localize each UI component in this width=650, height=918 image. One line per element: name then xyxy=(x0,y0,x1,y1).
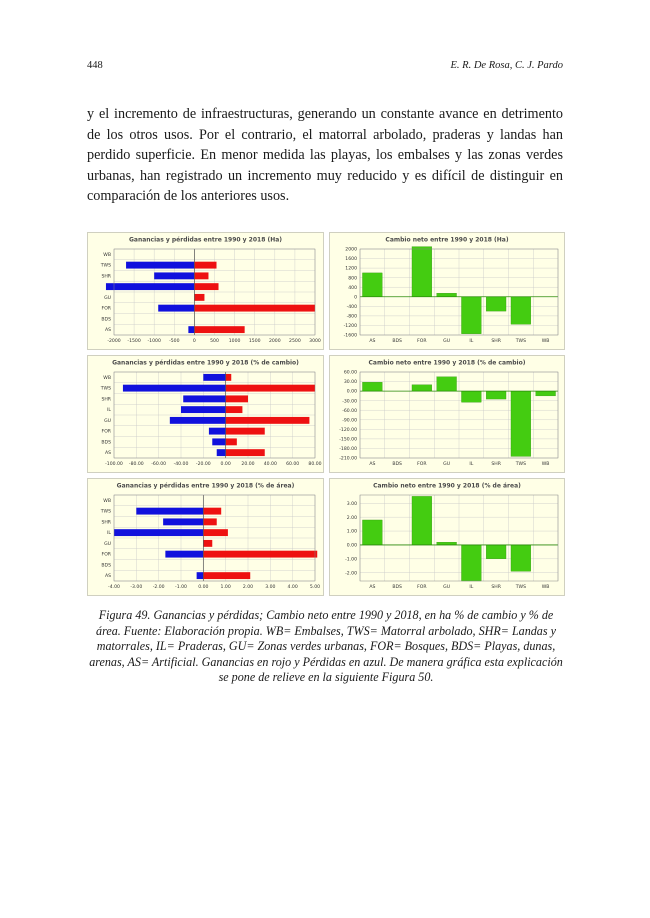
y-tick-label: -180.00 xyxy=(339,447,357,453)
y-tick-label: 3.00 xyxy=(346,501,357,507)
category-label: WB xyxy=(103,375,111,381)
bar-gain xyxy=(226,417,310,424)
category-label: TWS xyxy=(515,585,527,590)
y-tick-label: 0.00 xyxy=(346,543,357,549)
bar-gain xyxy=(203,508,221,515)
bar-loss xyxy=(212,438,225,445)
bar-gain xyxy=(203,529,228,536)
category-label: AS xyxy=(369,339,376,344)
y-tick-label: -150.00 xyxy=(339,437,357,443)
category-label: IL xyxy=(469,462,474,467)
chart-svg xyxy=(330,233,564,349)
bar-loss xyxy=(114,529,203,536)
category-label: AS xyxy=(104,574,111,580)
y-tick-label: -400 xyxy=(346,304,357,310)
category-label: AS xyxy=(369,585,376,590)
category-label: BDS xyxy=(392,339,402,344)
x-tick-label: 2000 xyxy=(268,339,281,344)
y-tick-label: 2000 xyxy=(345,247,357,253)
y-tick-label: 400 xyxy=(348,285,357,291)
category-label: SHR xyxy=(101,520,111,526)
x-tick-label: 3.00 xyxy=(265,585,276,590)
category-label: BDS xyxy=(392,462,402,467)
chart-gains-losses-percent-change xyxy=(87,355,324,473)
bar-loss xyxy=(158,305,194,312)
bar-loss xyxy=(217,449,226,456)
bar-net-change xyxy=(461,545,481,581)
x-tick-label: -60.00 xyxy=(151,462,167,467)
x-tick-label: 1000 xyxy=(228,339,241,344)
category-label: BDS xyxy=(101,317,111,323)
category-label: SHR xyxy=(491,462,501,467)
chart-svg xyxy=(88,479,323,595)
category-label: WB xyxy=(541,462,550,467)
y-tick-label: -1200 xyxy=(343,324,357,330)
category-label: WB xyxy=(103,498,111,504)
category-label: TWS xyxy=(515,339,527,344)
category-label: TWS xyxy=(515,462,527,467)
x-tick-label: 500 xyxy=(210,339,219,344)
bar-net-change xyxy=(362,382,382,391)
x-tick-label: -3.00 xyxy=(130,585,143,590)
x-tick-label: -1.00 xyxy=(175,585,187,590)
category-label: BDS xyxy=(392,585,402,590)
chart-svg xyxy=(330,356,564,472)
chart-gains-losses-percent-area xyxy=(87,478,324,596)
x-tick-label: -2.00 xyxy=(152,585,165,590)
category-label: TWS xyxy=(100,509,111,515)
bar-gain xyxy=(194,272,208,279)
y-tick-label: 1600 xyxy=(345,257,357,263)
bar-net-change xyxy=(461,297,481,334)
bar-gain xyxy=(226,438,237,445)
x-tick-label: -4.00 xyxy=(108,585,120,590)
bar-loss xyxy=(136,508,203,515)
figure-caption: Figura 49. Ganancias y pérdidas; Cambio neto entre 1990 y 2018, en ha % de cambio y % de área. Fuente: Elaboración propia. WB= Embalses, TWS= Matorral arbolado, SHR= Landas y matorrales, IL= Praderas, GU= Zonas verdes urbanas, FOR= Bosques, BDS= Playas, dunas, arenas, AS= Artificial. Ganancias en rojo y Pérdidas en azul. De manera gráfica esta explicación se pone de relieve en la siguiente Figura 50. xyxy=(89,608,563,685)
x-tick-label: 40.00 xyxy=(263,462,277,467)
category-label: BDS xyxy=(101,563,111,569)
y-tick-label: 800 xyxy=(348,276,357,282)
category-label: GU xyxy=(104,295,111,301)
x-tick-label: 0 xyxy=(192,339,196,344)
y-tick-label: 1200 xyxy=(345,266,357,272)
category-label: AS xyxy=(104,451,111,457)
chart-title: Ganancias y pérdidas entre 1990 y 2018 (Ha) xyxy=(128,236,283,244)
x-tick-label: -1000 xyxy=(147,339,161,344)
x-tick-label: -80.00 xyxy=(128,462,144,467)
bar-gain xyxy=(226,385,315,392)
bar-net-change xyxy=(437,293,457,297)
x-tick-label: 5.00 xyxy=(309,585,321,590)
bar-gain xyxy=(226,395,248,402)
x-tick-label: -1500 xyxy=(127,339,141,344)
bar-loss xyxy=(123,385,226,392)
chart-title: Ganancias y pérdidas entre 1990 y 2018 (% de área) xyxy=(116,482,295,490)
bar-loss xyxy=(126,262,194,269)
x-tick-label: 80.00 xyxy=(308,462,322,467)
y-tick-label: 1.00 xyxy=(346,529,357,535)
category-label: BDS xyxy=(101,440,111,446)
bar-gain xyxy=(203,551,317,558)
category-label: TWS xyxy=(100,263,111,269)
category-label: FOR xyxy=(101,306,111,312)
x-tick-label: 60.00 xyxy=(286,462,300,467)
y-tick-label: 2.00 xyxy=(346,515,357,521)
figure-49 xyxy=(87,232,565,596)
category-label: SHR xyxy=(101,397,111,403)
category-label: AS xyxy=(369,462,376,467)
running-head-authors: E. R. De Rosa, C. J. Pardo xyxy=(450,60,563,71)
y-tick-label: -210.00 xyxy=(339,456,357,462)
x-tick-label: -100.00 xyxy=(105,462,123,467)
x-tick-label: 1.00 xyxy=(220,585,231,590)
y-tick-label: -800 xyxy=(346,314,357,320)
y-tick-label: -120.00 xyxy=(339,427,357,433)
bar-net-change xyxy=(437,542,457,545)
category-label: AS xyxy=(104,328,111,334)
y-tick-label: 0.00 xyxy=(346,389,357,395)
category-label: WB xyxy=(103,252,111,258)
category-label: IL xyxy=(469,339,474,344)
bar-loss xyxy=(197,572,204,579)
y-tick-label: -2.00 xyxy=(345,571,357,577)
category-label: FOR xyxy=(101,552,111,558)
category-label: GU xyxy=(104,418,111,424)
x-tick-label: 3000 xyxy=(309,339,321,344)
y-tick-label: -30.00 xyxy=(342,399,357,405)
bar-net-change xyxy=(412,247,432,297)
category-label: FOR xyxy=(417,339,427,344)
x-tick-label: 20.00 xyxy=(241,462,255,467)
chart-net-change-percent-area xyxy=(329,478,565,596)
bar-gain xyxy=(226,428,265,435)
bar-net-change xyxy=(511,391,531,456)
x-tick-label: 2500 xyxy=(289,339,301,344)
bar-net-change xyxy=(412,496,432,545)
category-label: GU xyxy=(443,339,451,344)
bar-loss xyxy=(163,518,203,525)
y-tick-label: -90.00 xyxy=(342,418,357,424)
category-label: SHR xyxy=(491,339,501,344)
chart-net-change-percent-change xyxy=(329,355,565,473)
bar-gain xyxy=(194,283,218,290)
page-number: 448 xyxy=(87,60,103,71)
category-label: GU xyxy=(104,541,111,547)
bar-loss xyxy=(181,406,226,413)
chart-svg xyxy=(88,356,323,472)
x-tick-label: 0.00 xyxy=(198,585,209,590)
chart-svg xyxy=(330,479,564,595)
category-label: IL xyxy=(469,585,474,590)
bar-loss xyxy=(106,283,194,290)
bar-gain xyxy=(194,305,315,312)
y-tick-label: 0 xyxy=(354,295,357,301)
category-label: GU xyxy=(443,462,451,467)
bar-loss xyxy=(209,428,226,435)
bar-net-change xyxy=(362,273,382,297)
category-label: SHR xyxy=(491,585,501,590)
bar-gain xyxy=(203,518,216,525)
bar-loss xyxy=(165,551,203,558)
body-paragraph: y el incremento de infraestructuras, generando un constante avance en detrimento de los otros usos. Por el contrario, el matorral arbolado, praderas y landas han perdido superficie. En menor medida las playas, los embalses y las zonas verdes urbanas, han registrado un incremento muy reducido y es difícil de distinguir en comparación de los anteriores usos. xyxy=(87,106,563,205)
category-label: TWS xyxy=(100,386,111,392)
bar-gain xyxy=(194,294,204,301)
bar-net-change xyxy=(511,545,531,571)
y-tick-label: -60.00 xyxy=(342,408,357,414)
y-tick-label: 60.00 xyxy=(343,370,357,376)
bar-loss xyxy=(170,417,226,424)
bar-gain xyxy=(194,326,244,333)
bar-net-change xyxy=(461,391,481,402)
x-tick-label: -40.00 xyxy=(173,462,189,467)
y-tick-label: -1600 xyxy=(343,333,357,339)
category-label: SHR xyxy=(101,274,111,280)
chart-title: Cambio neto entre 1990 y 2018 (% de cambio) xyxy=(368,359,526,367)
bar-net-change xyxy=(412,385,432,391)
bar-gain xyxy=(226,374,232,381)
chart-title: Cambio neto entre 1990 y 2018 (Ha) xyxy=(385,236,509,244)
category-label: FOR xyxy=(101,429,111,435)
x-tick-label: 2.00 xyxy=(242,585,254,590)
chart-gains-losses-ha xyxy=(87,232,324,350)
bar-net-change xyxy=(486,391,506,399)
bar-loss xyxy=(183,395,225,402)
bar-loss xyxy=(188,326,194,333)
bar-gain xyxy=(226,406,243,413)
category-label: FOR xyxy=(417,462,427,467)
bar-loss xyxy=(203,374,225,381)
chart-title: Ganancias y pérdidas entre 1990 y 2018 (% de cambio) xyxy=(112,359,299,367)
x-tick-label: -2000 xyxy=(107,339,121,344)
bar-net-change xyxy=(486,297,506,311)
bar-net-change xyxy=(486,545,506,559)
bar-gain xyxy=(226,449,265,456)
y-tick-label: 30.00 xyxy=(343,380,357,386)
category-label: WB xyxy=(541,339,550,344)
x-tick-label: 1500 xyxy=(248,339,261,344)
bar-gain xyxy=(203,540,212,547)
y-tick-label: -1.00 xyxy=(345,557,357,563)
bar-gain xyxy=(194,262,216,269)
bar-loss xyxy=(154,272,194,279)
bar-gain xyxy=(203,572,250,579)
bar-net-change xyxy=(362,520,382,545)
chart-net-change-ha xyxy=(329,232,565,350)
chart-svg xyxy=(88,233,323,349)
category-label: WB xyxy=(541,585,550,590)
category-label: IL xyxy=(107,531,111,537)
bar-net-change xyxy=(536,391,556,396)
chart-title: Cambio neto entre 1990 y 2018 (% de área) xyxy=(373,482,521,490)
category-label: IL xyxy=(107,408,111,414)
x-tick-label: 4.00 xyxy=(287,585,298,590)
x-tick-label: -20.00 xyxy=(195,462,211,467)
bar-net-change xyxy=(511,297,531,324)
category-label: GU xyxy=(443,585,451,590)
category-label: FOR xyxy=(417,585,427,590)
x-tick-label: -500 xyxy=(169,339,180,344)
bar-net-change xyxy=(437,377,457,391)
x-tick-label: 0.00 xyxy=(220,462,231,467)
